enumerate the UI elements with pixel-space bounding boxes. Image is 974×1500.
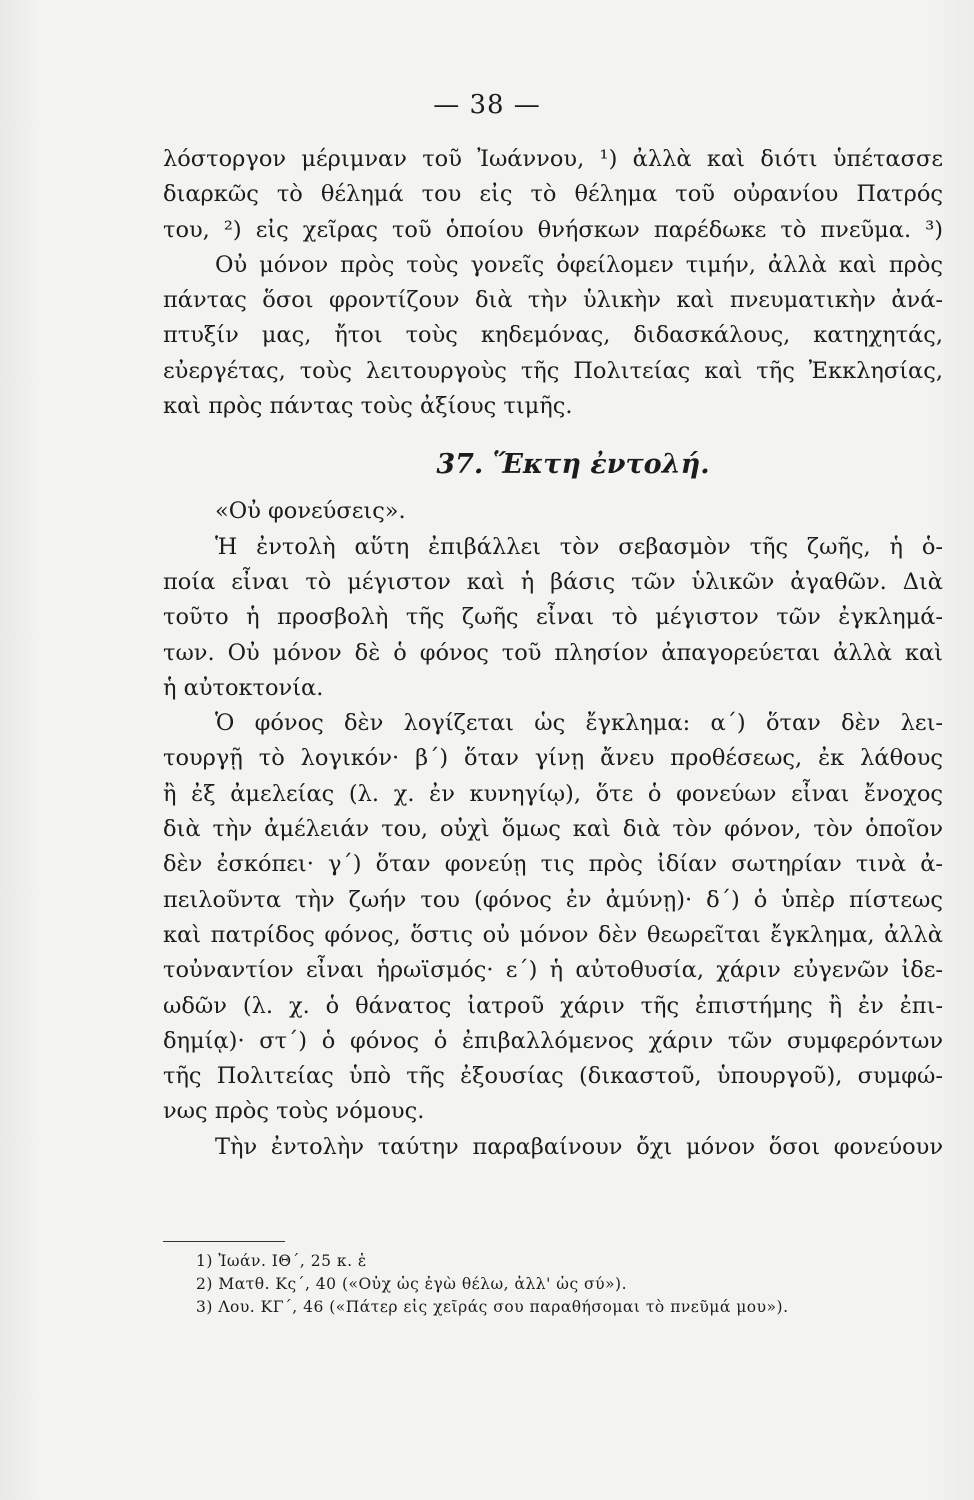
text-line: τῆς Πολιτείας ὑπὸ τῆς ἐξουσίας (δικαστοῦ, ὑπουργοῦ), συμφώ- bbox=[163, 1063, 943, 1090]
text-line: ωδῶν (λ. χ. ὁ θάνατος ἰατροῦ χάριν τῆς ἐπιστήμης ἢ ἐν ἐπι- bbox=[163, 992, 943, 1019]
text-line: Τὴν ἐντολὴν ταύτην παραβαίνουν ὄχι μόνον ὅσοι φονεύουν bbox=[215, 1133, 943, 1160]
text-line: πτυξίν μας, ἤτοι τοὺς κηδεμόνας, διδασκάλους, κατηχητάς, bbox=[163, 322, 943, 349]
footnote: 1) Ἰωάν. ΙΘ΄, 25 κ. ἑ bbox=[196, 1252, 367, 1270]
page-number: — 38 — bbox=[433, 90, 541, 120]
text-line: ποία εἶναι τὸ μέγιστον καὶ ἡ βάσις τῶν ὑλικῶν ἀγαθῶν. Διὰ bbox=[163, 568, 943, 595]
commandment-quote: «Οὐ φονεύσεις». bbox=[215, 498, 406, 525]
text-line: λόστοργον μέριμναν τοῦ Ἰωάννου, ¹) ἀλλὰ καὶ διότι ὑπέτασσε bbox=[163, 146, 943, 172]
text-line: καὶ πατρίδος φόνος, ὅστις οὐ μόνον δὲν θεωρεῖται ἔγκλημα, ἀλλὰ bbox=[163, 921, 943, 948]
footnote-rule bbox=[163, 1241, 285, 1242]
text-line: τοὐναντίον εἶναι ἡρωϊσμός· ε΄) ἡ αὐτοθυσία, χάριν εὐγενῶν ἰδε- bbox=[163, 957, 943, 984]
text-line: νως πρὸς τοὺς νόμους. bbox=[163, 1098, 425, 1125]
text-line: εὐεργέτας, τοὺς λειτουργοὺς τῆς Πολιτείας καὶ τῆς Ἐκκλησίας, bbox=[163, 357, 943, 384]
main-text bbox=[163, 142, 943, 1165]
text-line: δὲν ἐσκόπει· γ΄) ὅταν φονεύῃ τις πρὸς ἰδίαν σωτηρίαν τινὰ ἀ- bbox=[163, 851, 943, 878]
text-line: Ὁ φόνος δὲν λογίζεται ὡς ἔγκλημα: α΄) ὅταν δὲν λει- bbox=[215, 710, 943, 737]
footnote: 3) Λου. ΚΓ΄, 46 («Πάτερ εἰς χεῖράς σου παραθήσομαι τὸ πνεῦμά μου»). bbox=[196, 1298, 789, 1316]
text-line: πάντας ὅσοι φροντίζουν διὰ τὴν ὑλικὴν καὶ πνευματικὴν ἀνά- bbox=[163, 287, 943, 314]
text-line: των. Οὐ μόνον δὲ ὁ φόνος τοῦ πλησίον ἀπαγορεύεται ἀλλὰ καὶ bbox=[163, 639, 943, 666]
text-line: τοῦτο ἡ προσβολὴ τῆς ζωῆς εἶναι τὸ μέγιστον τῶν ἐγκλημά- bbox=[163, 604, 943, 631]
text-line: πειλοῦντα τὴν ζωήν του (φόνος ἐν ἀμύνῃ)· δ΄) ὁ ὑπὲρ πίστεως bbox=[163, 886, 943, 913]
text-line: τουργῇ τὸ λογικόν· β΄) ὅταν γίνῃ ἄνευ προθέσεως, ἐκ λάθους bbox=[163, 745, 943, 772]
text-line: δημίᾳ)· στ΄) ὁ φόνος ὁ ἐπιβαλλόμενος χάριν τῶν συμφερόντων bbox=[163, 1027, 943, 1054]
footnotes bbox=[196, 1250, 956, 1319]
footnote: 2) Ματθ. Κς΄, 40 («Οὐχ ὡς ἐγὼ θέλω, ἀλλ' ὡς σύ»). bbox=[196, 1275, 628, 1293]
text-line: ἢ ἐξ ἀμελείας (λ. χ. ἐν κυνηγίῳ), ὅτε ὁ φονεύων εἶναι ἔνοχος bbox=[163, 780, 943, 807]
text-line: καὶ πρὸς πάντας τοὺς ἀξίους τιμῆς. bbox=[163, 393, 573, 420]
text-line: του, ²) εἰς χεῖρας τοῦ ὁποίου θνήσκων παρέδωκε τὸ πνεῦμα. ³) bbox=[163, 216, 943, 243]
text-line: Οὐ μόνον πρὸς τοὺς γονεῖς ὀφείλομεν τιμήν, ἀλλὰ καὶ πρὸς bbox=[215, 251, 943, 278]
text-line: διὰ τὴν ἀμέλειάν του, οὐχὶ ὅμως καὶ διὰ τὸν φόνον, τὸν ὁποῖον bbox=[163, 816, 943, 843]
text-line: Ἡ ἐντολὴ αὕτη ἐπιβάλλει τὸν σεβασμὸν τῆς ζωῆς, ἡ ὁ- bbox=[215, 533, 943, 560]
text-line: διαρκῶς τὸ θέλημά του εἰς τὸ θέλημα τοῦ οὐρανίου Πατρός bbox=[163, 181, 943, 208]
section-heading: 37. Ἕκτη ἐντολή. bbox=[436, 449, 710, 481]
text-line: ἡ αὐτοκτονία. bbox=[163, 674, 324, 701]
